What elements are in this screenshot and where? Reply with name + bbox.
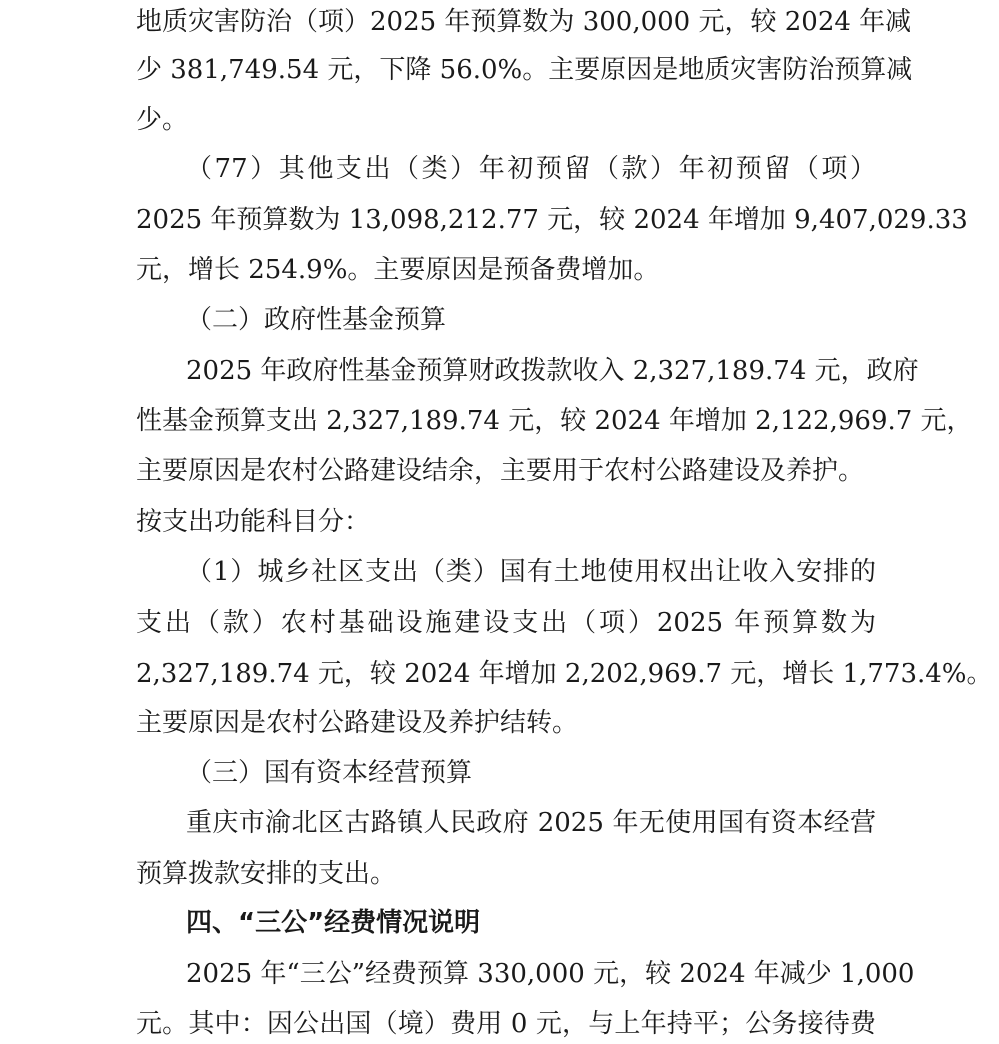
text-line: 主要原因是农村公路建设及养护结转。 [136, 708, 579, 738]
text-line: 2025 年“三公”经费预算 330,000 元，较 2024 年减少 1,000 [186, 959, 915, 989]
text-line: 预算拨款安排的支出。 [136, 859, 397, 889]
chapter-heading: 四、“三公”经费情况说明 [186, 908, 481, 938]
text-line: 元。其中：因公出国（境）费用 0 元，与上年持平；公务接待费 [136, 1009, 876, 1039]
text-line: 主要原因是农村公路建设结余，主要用于农村公路建设及养护。 [136, 456, 865, 486]
section-heading: （二）政府性基金预算 [186, 305, 447, 335]
text-line: （77）其他支出（类）年初预留（款）年初预留（项） [186, 154, 876, 184]
text-line: （1）城乡社区支出（类）国有土地使用权出让收入安排的 [186, 557, 876, 587]
text-line: 少。 [136, 105, 189, 135]
text-line: 地质灾害防治（项）2025 年预算数为 300,000 元，较 2024 年减 [136, 7, 912, 37]
text-line: 2025 年预算数为 13,098,212.77 元，较 2024 年增加 9,407,029.33 [136, 205, 968, 235]
section-heading: （三）国有资本经营预算 [186, 758, 473, 788]
text-line: 支出（款）农村基础设施建设支出（项）2025 年预算数为 [136, 608, 876, 638]
text-line: 按支出功能科目分： [136, 507, 371, 537]
text-line: 2,327,189.74 元，较 2024 年增加 2,202,969.7 元，增长 1,773.4%。 [136, 659, 993, 689]
text-line: 少 381,749.54 元，下降 56.0%。主要原因是地质灾害防治预算减 [136, 55, 913, 85]
text-line: 元，增长 254.9%。主要原因是预备费增加。 [136, 255, 660, 285]
text-line: 性基金预算支出 2,327,189.74 元，较 2024 年增加 2,122,969.7 元， [136, 406, 973, 436]
text-line: 2025 年政府性基金预算财政拨款收入 2,327,189.74 元，政府 [186, 356, 919, 386]
text-line: 重庆市渝北区古路镇人民政府 2025 年无使用国有资本经营 [186, 808, 876, 838]
